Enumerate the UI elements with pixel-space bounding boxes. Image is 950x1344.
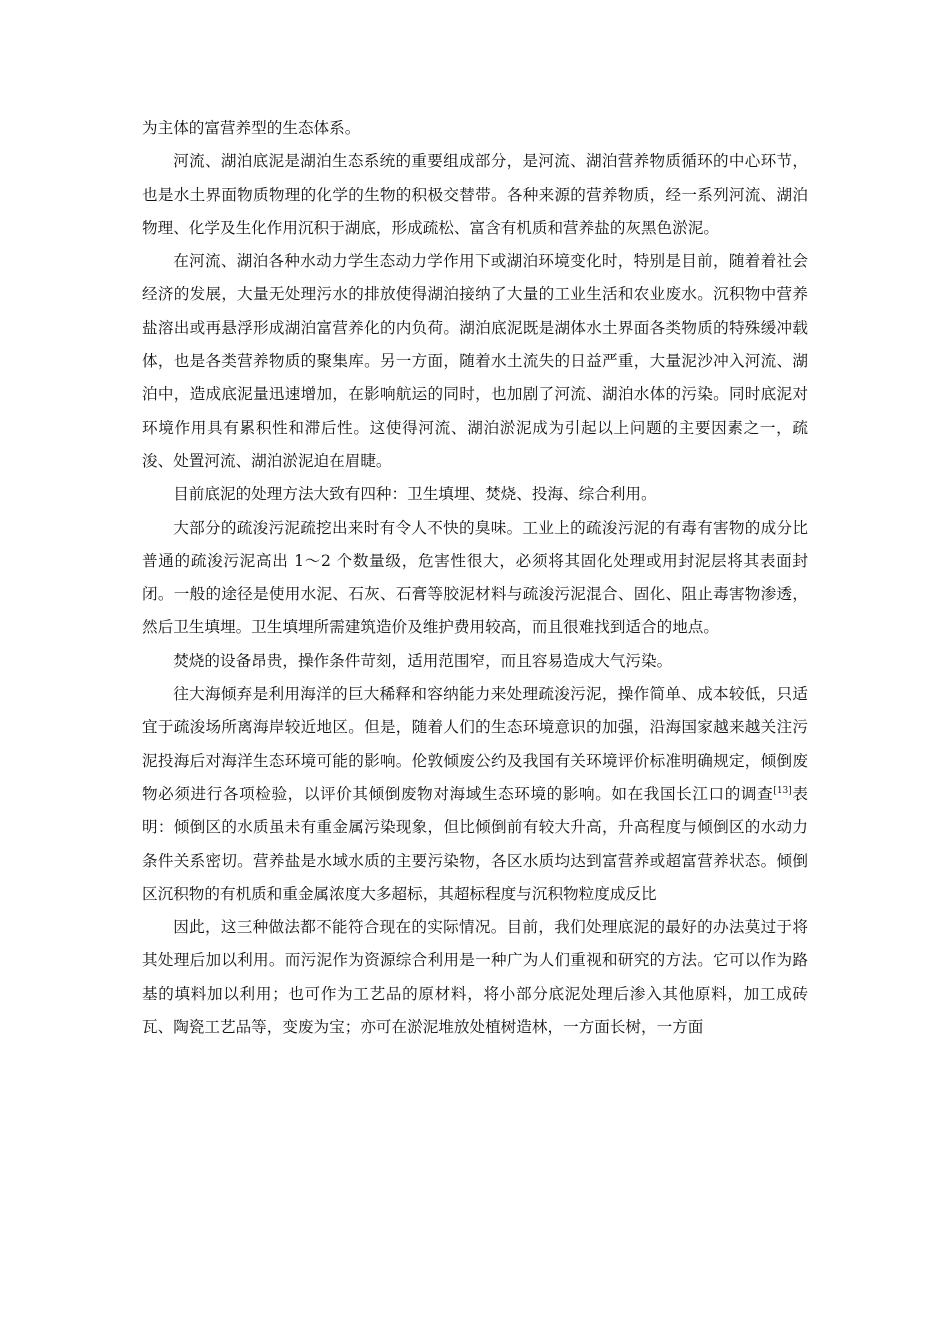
paragraph-7-text-b: 表明：倾倒区的水质虽未有重金属污染现象，但比倾倒前有较大升高，升高程度与倾倒区的水动力条件关系密切。营养盐是水域水质的主要污染物，各区水质均达到富营养或超富营养状态。倾倒区沉积物的有机质和重金属浓度大多超标，其超标程度与沉积物粒度成反比 (142, 784, 808, 903)
paragraph-4: 目前底泥的处理方法大致有四种：卫生填埋、焚烧、投海、综合利用。 (173, 485, 657, 504)
citation-13[interactable]: [13] (773, 785, 792, 796)
paragraph-6: 焚烧的设备昂贵，操作条件苛刻，适用范围窄，而且容易造成大气污染。 (173, 651, 673, 670)
paragraph-5: 大部分的疏浚污泥疏挖出来时有令人不快的臭味。工业上的疏浚污泥的有毒有害物的成分比普通的疏浚污泥高出 1～2 个数量级，危害性很大，必须将其固化处理或用封泥层将其表面封闭。一般的途径是使用水泥、石灰、石膏等胶泥材料与疏浚污泥混合、固化、阻止毒害物渗透，然后卫生填埋。卫生填埋所需建筑造价及维护费用较高，而且很难找到适合的地点。 (142, 518, 808, 637)
paragraph-7-text-a: 往大海倾弃是利用海洋的巨大稀释和容纳能力来处理疏浚污泥，操作简单、成本较低，只适宜于疏浚场所离海岸较近地区。但是，随着人们的生态环境意识的加强，沿海国家越来越关注污泥投海后对海洋生态环境可能的影响。伦敦倾废公约及我国有关环境评价标准明确规定，倾倒废物必须进行各项检验，以评价其倾倒废物对海域生态环境的影响。如在我国长江口的调查 (142, 685, 808, 803)
paragraph-2: 河流、湖泊底泥是湖泊生态系统的重要组成部分，是河流、湖泊营养物质循环的中心环节，也是水土界面物质物理的化学的生物的积极交替带。各种来源的营养物质，经一系列河流、湖泊物理、化学及生化作用沉积于湖底，形成疏松、富含有机质和营养盐的灰黑色淤泥。 (142, 152, 808, 237)
paragraph-8: 因此，这三种做法都不能符合现在的实际情况。目前，我们处理底泥的最好的办法莫过于将其处理后加以利用。而污泥作为资源综合利用是一种广为人们重视和研究的方法。它可以作为路基的填料加以利用；也可作为工艺品的原材料，将小部分底泥处理后渗入其他原料，加工成砖瓦、陶瓷工艺品等，变废为宝；亦可在淤泥堆放处植树造林，一方面长树，一方面 (142, 918, 808, 1037)
paragraph-7 (142, 678, 808, 911)
paragraph-1: 为主体的富营养型的生态体系。 (142, 119, 361, 137)
paragraph-3: 在河流、湖泊各种水动力学生态动力学作用下或湖泊环境变化时，特别是目前，随着着社会经济的发展，大量无处理污水的排放使得湖泊接纳了大量的工业生活和农业废水。沉积物中营养盐溶出或再悬浮形成湖泊富营养化的内负荷。湖泊底泥既是湖体水土界面各类物质的特殊缓冲载体，也是各类营养物质的聚集库。另一方面，随着水土流失的日益严重，大量泥沙冲入河流、湖泊中，造成底泥量迅速增加，在影响航运的同时，也加剧了河流、湖泊水体的污染。同时底泥对环境作用具有累积性和滞后性。这使得河流、湖泊淤泥成为引起以上问题的主要因素之一，疏浚、处置河流、湖泊淤泥迫在眉睫。 (142, 252, 808, 470)
document-body (142, 112, 808, 1044)
